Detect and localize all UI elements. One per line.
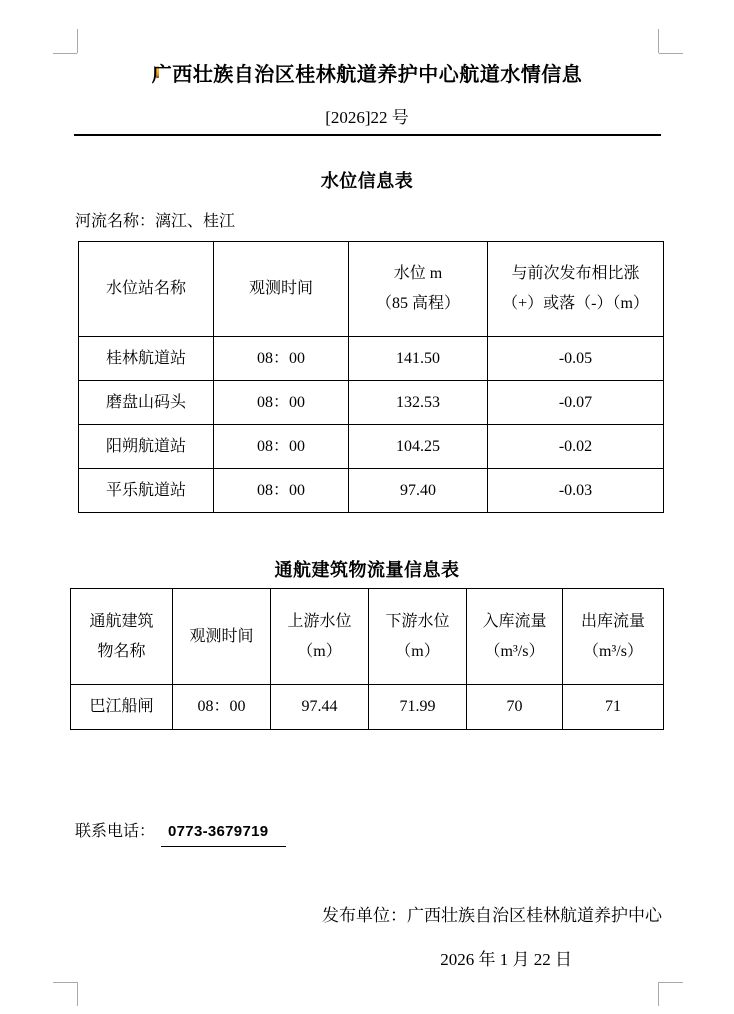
station-name-cell: 阳朔航道站 xyxy=(79,425,214,469)
col-header-structure-name-line2: 物名称 xyxy=(97,642,146,660)
col-header-inflow-line2: （m³/s） xyxy=(484,642,545,660)
col-header-outflow xyxy=(563,589,664,685)
obs-time-cell: 08：00 xyxy=(214,469,349,513)
col-header-downstream xyxy=(369,589,467,685)
publish-date: 2026 年 1 月 22 日 xyxy=(440,950,572,969)
water-level-table-title: 水位信息表 xyxy=(320,171,414,191)
crop-mark-top-left xyxy=(53,29,78,54)
change-cell: -0.02 xyxy=(488,425,664,469)
contact-line xyxy=(75,821,286,847)
col-header-change-line2: （+）或落（-）（m） xyxy=(502,295,649,312)
col-header-station: 水位站名称 xyxy=(79,242,214,337)
col-header-upstream xyxy=(271,589,369,685)
col-header-obs-time: 观测时间 xyxy=(214,242,349,337)
col-header-upstream-line1: 上游水位 xyxy=(287,612,352,630)
col-header-upstream-line2: （m） xyxy=(297,642,342,660)
obs-time-cell: 08：00 xyxy=(214,337,349,381)
crop-mark-top-right xyxy=(658,29,683,54)
flow-table xyxy=(70,588,664,730)
col-header-level-line1: 水位 m xyxy=(393,265,443,282)
col-header-outflow-line2: （m³/s） xyxy=(583,642,643,660)
water-level-cell: 97.40 xyxy=(349,469,488,513)
crop-mark-bottom-right xyxy=(658,982,683,1007)
document-number: [2026]22 号 xyxy=(325,108,409,127)
col-header-outflow-line1: 出库流量 xyxy=(580,612,645,630)
col-header-level-line2: （85 高程） xyxy=(375,295,460,312)
header-divider xyxy=(74,134,661,136)
station-name-cell: 磨盘山码头 xyxy=(79,381,214,425)
structure-name-cell: 巴江船闸 xyxy=(71,685,173,730)
river-name-label: 河流名称：漓江、桂江 xyxy=(75,213,236,230)
col-header-inflow xyxy=(467,589,563,685)
upstream-level-cell: 97.44 xyxy=(271,685,369,730)
water-level-cell: 132.53 xyxy=(349,381,488,425)
col-header-change xyxy=(488,242,664,337)
water-level-cell: 104.25 xyxy=(349,425,488,469)
change-cell: -0.05 xyxy=(488,337,664,381)
contact-phone: 0773-3679719 xyxy=(161,821,286,847)
contact-label: 联系电话： xyxy=(75,823,156,840)
document-title: 广西壮族自治区桂林航道养护中心航道水情信息 xyxy=(151,64,583,86)
col-header-level xyxy=(349,242,488,337)
col-header-downstream-line1: 下游水位 xyxy=(385,612,450,630)
change-cell: -0.07 xyxy=(488,381,664,425)
col-header-structure-name-line1: 通航建筑 xyxy=(89,612,154,630)
outflow-cell: 71 xyxy=(563,685,664,730)
station-name-cell: 平乐航道站 xyxy=(79,469,214,513)
table-row xyxy=(79,381,664,425)
downstream-level-cell: 71.99 xyxy=(369,685,467,730)
station-name-cell: 桂林航道站 xyxy=(79,337,214,381)
col-header-structure-name xyxy=(71,589,173,685)
water-level-table xyxy=(78,241,664,513)
table-row xyxy=(71,685,664,730)
crop-mark-bottom-left xyxy=(53,982,78,1007)
water-level-table-header-row xyxy=(79,242,664,337)
table-row xyxy=(79,425,664,469)
col-header-downstream-line2: （m） xyxy=(395,642,440,660)
col-header-obs-time: 观测时间 xyxy=(173,589,271,685)
obs-time-cell: 08：00 xyxy=(173,685,271,730)
change-cell: -0.03 xyxy=(488,469,664,513)
col-header-inflow-line1: 入库流量 xyxy=(482,612,547,630)
obs-time-cell: 08：00 xyxy=(214,425,349,469)
inflow-cell: 70 xyxy=(467,685,563,730)
table-row xyxy=(79,337,664,381)
obs-time-cell: 08：00 xyxy=(214,381,349,425)
flow-table-title: 通航建筑物流量信息表 xyxy=(274,560,460,580)
col-header-change-line1: 与前次发布相比涨 xyxy=(511,265,640,282)
flow-table-header-row xyxy=(71,589,664,685)
table-row xyxy=(79,469,664,513)
publisher-line: 发布单位：广西壮族自治区桂林航道养护中心 xyxy=(322,906,662,925)
water-level-cell: 141.50 xyxy=(349,337,488,381)
